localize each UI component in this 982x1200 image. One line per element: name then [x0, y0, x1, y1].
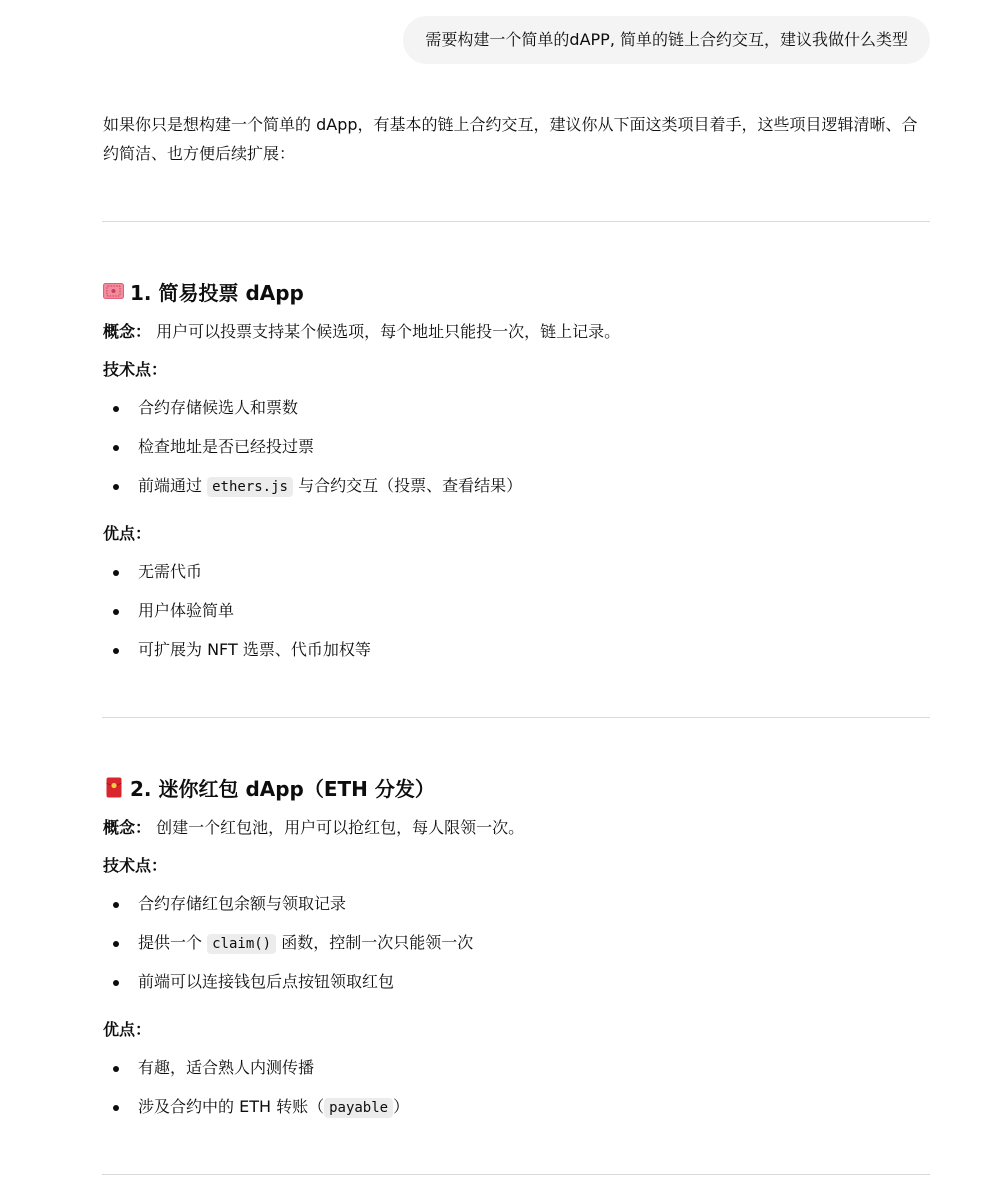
list-item: 前端可以连接钱包后点按钮领取红包	[103, 970, 929, 994]
tech-list	[103, 396, 929, 498]
list-item: 用户体验简单	[103, 599, 929, 623]
inline-code: ethers.js	[207, 477, 293, 497]
inline-code: payable	[324, 1098, 393, 1118]
inline-code: claim()	[207, 934, 276, 954]
concept-text: 用户可以投票支持某个候选项，每个地址只能投一次，链上记录。	[156, 322, 621, 341]
divider	[102, 221, 930, 222]
section-red-envelope-dapp	[103, 772, 929, 1119]
pros-label: 优点：	[103, 524, 152, 543]
list-item: 合约存储候选人和票数	[103, 396, 929, 420]
list-item: 前端通过 ethers.js 与合约交互（投票、查看结果）	[103, 474, 929, 498]
concept-label: 概念：	[103, 322, 152, 341]
list-item: 合约存储红包余额与领取记录	[103, 892, 929, 916]
pros-label: 优点：	[103, 1020, 152, 1039]
list-item: 提供一个 claim() 函数，控制一次只能领一次	[103, 931, 929, 955]
list-item: 检查地址是否已经投过票	[103, 435, 929, 459]
ticket-icon	[103, 281, 124, 302]
concept-line	[103, 320, 929, 344]
tech-label: 技术点：	[103, 856, 168, 875]
section-title	[103, 772, 929, 802]
user-message-bubble: 需要构建一个简单的dAPP, 简单的链上合约交互，建议我做什么类型	[403, 16, 930, 64]
section-title-text: 1. 简易投票 dApp	[130, 280, 304, 305]
list-item: 可扩展为 NFT 选票、代币加权等	[103, 638, 929, 662]
assistant-intro: 如果你只是想构建一个简单的 dApp，有基本的链上合约交互，建议你从下面这类项目着手，这些项目逻辑清晰、合约简洁、也方便后续扩展：	[103, 115, 918, 163]
tech-label: 技术点：	[103, 360, 168, 379]
tech-list	[103, 892, 929, 994]
list-item: 涉及合约中的 ETH 转账（ payable ）	[103, 1095, 929, 1119]
list-item: 有趣，适合熟人内测传播	[103, 1056, 929, 1080]
concept-label: 概念：	[103, 818, 152, 837]
section-voting-dapp	[103, 276, 929, 662]
section-title	[103, 276, 929, 306]
user-message-row	[403, 16, 930, 64]
section-title-text: 2. 迷你红包 dApp（ETH 分发）	[130, 776, 435, 801]
divider	[102, 1174, 930, 1175]
concept-line	[103, 816, 929, 840]
red-envelope-icon	[103, 777, 124, 798]
divider	[102, 717, 930, 718]
list-item: 无需代币	[103, 560, 929, 584]
pros-list	[103, 560, 929, 662]
pros-list	[103, 1056, 929, 1119]
concept-text: 创建一个红包池，用户可以抢红包，每人限领一次。	[156, 818, 525, 837]
